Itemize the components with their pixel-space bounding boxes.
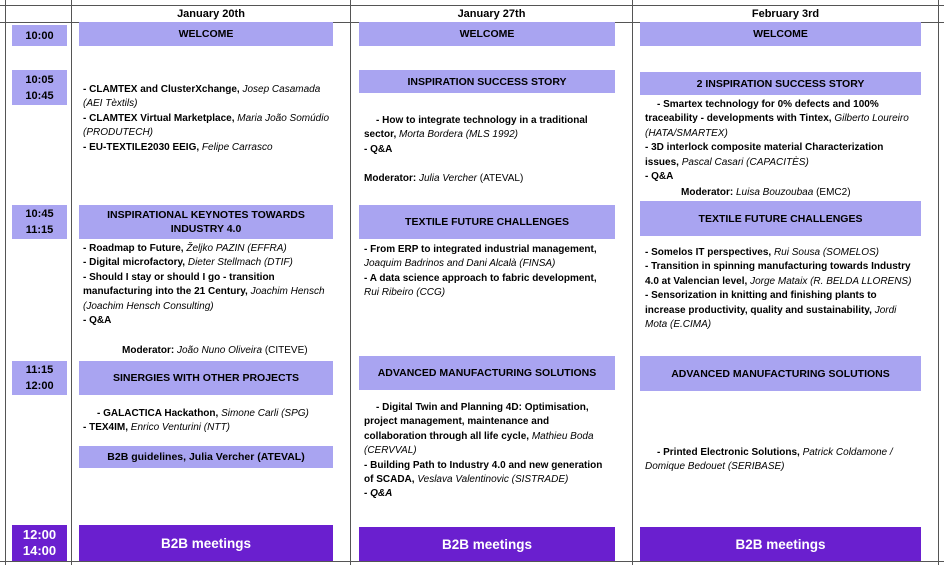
talk-title: - A data science approach to fabric development, — [364, 272, 597, 284]
moderator-org: (CITEVE) — [262, 345, 308, 356]
col1-s4-title — [79, 361, 333, 395]
session-title: TEXTILE FUTURE CHALLENGES — [698, 212, 863, 225]
list-item — [645, 260, 920, 289]
list-item — [645, 170, 920, 184]
speaker: Jordi Mota (E.CIMA) — [645, 304, 897, 331]
list-item — [364, 272, 614, 301]
session-title: WELCOME — [459, 28, 515, 40]
moderator-name: Julia Vercher — [419, 173, 477, 184]
col2-moderator — [364, 172, 614, 186]
list-item — [83, 83, 333, 112]
moderator-name: Luisa Bouzoubaa — [736, 187, 814, 198]
talk-title: - TEX4IM, — [83, 422, 131, 434]
col1-moderator — [122, 344, 350, 358]
session-title: ADVANCED MANUFACTURING SOLUTIONS — [671, 367, 890, 380]
list-item — [364, 401, 614, 459]
time-label: 10:45 — [25, 208, 54, 220]
time-slot-4 — [12, 361, 67, 395]
talk-title: - Q&A — [83, 315, 112, 327]
time-label: 10:45 — [25, 89, 54, 102]
speaker: Veslava Valentinovic (SISTRADE) — [417, 474, 569, 486]
col3-s2-title — [640, 72, 921, 95]
talk-title: - Roadmap to Future, — [83, 243, 187, 254]
speaker: Jorge Mataix (R. BELDA LLORENS) — [750, 275, 912, 287]
list-item — [364, 143, 614, 157]
moderator-label: Moderator: — [364, 173, 419, 184]
col1-welcome — [79, 22, 333, 46]
list-item — [645, 289, 920, 332]
talk-title: - CLAMTEX Virtual Marketplace, — [83, 112, 238, 124]
talk-title: - CLAMTEX and ClusterXchange, — [83, 84, 243, 95]
b2b-label: B2B meetings — [160, 535, 252, 551]
col1-s3-title — [79, 205, 333, 239]
time-label: 12:00 — [22, 527, 57, 542]
speaker: Maria João Somúdio (PRODUTECH) — [83, 112, 330, 139]
speaker: Joaquim Badrinos and Dani Alcalà (FINSA) — [364, 258, 556, 270]
time-slot-2 — [12, 70, 67, 105]
session-title: SINERGIES WITH OTHER PROJECTS — [112, 372, 300, 384]
list-item — [83, 141, 333, 155]
list-item — [83, 421, 333, 435]
talk-title: - From ERP to integrated industrial management, — [364, 244, 597, 255]
col3-s4-list — [645, 446, 920, 475]
list-item — [364, 459, 614, 488]
talk-title: - Q&A — [645, 171, 674, 183]
speaker: Felipe Carrasco — [201, 141, 273, 153]
col3-s3-title — [640, 201, 921, 236]
col3-s4-title — [640, 356, 921, 391]
time-label: 12:00 — [25, 380, 54, 392]
talk-title: - Printed Electronic Solutions, — [657, 447, 803, 458]
column-header-feb3: February 3rd — [751, 8, 820, 20]
moderator-label: Moderator: — [122, 345, 177, 356]
session-title: 2 INSPIRATION SUCCESS STORY — [696, 77, 865, 90]
time-slot-3 — [12, 205, 67, 239]
moderator-label: Moderator: — [681, 187, 736, 198]
speaker: Mathieu Boda (CERVVAL) — [364, 430, 594, 457]
time-label: 10:00 — [25, 29, 54, 42]
speaker: Enrico Venturini (NTT) — [130, 422, 230, 434]
moderator-org: (EMC2) — [813, 187, 851, 198]
speaker: Dieter Stellmach (DTIF) — [187, 257, 293, 269]
talk-title: - Building Path to Industry 4.0 and new generation of SCADA, — [364, 459, 603, 486]
col2-s4-list — [364, 401, 614, 502]
col1-s2-list — [83, 83, 333, 155]
speaker: Rui Ribeiro (CCG) — [364, 287, 446, 299]
time-label: 11:15 — [25, 224, 54, 236]
session-title: INSPIRATIONAL KEYNOTES TOWARDS INDUSTRY 4.0 — [107, 209, 305, 235]
col1-b2b-meetings — [79, 525, 333, 561]
talk-title: - GALACTICA Hackathon, — [97, 408, 222, 419]
session-title: WELCOME — [178, 28, 234, 40]
talk-title: - How to integrate technology in a traditional sector, — [364, 115, 588, 141]
col1-s4-list — [83, 407, 333, 436]
b2b-label: B2B meetings — [735, 536, 826, 552]
list-item — [83, 314, 333, 328]
speaker: Gilberto Loureiro (HATA/SMARTEX) — [645, 113, 909, 139]
session-title: ADVANCED MANUFACTURING SOLUTIONS — [377, 367, 597, 379]
speaker: Joachim Hensch (Joachim Hensch Consulting) — [83, 286, 325, 312]
time-slot-5 — [12, 525, 67, 561]
speaker: Rui Sousa (SOMELOS) — [773, 247, 879, 258]
col2-s3-list — [364, 243, 614, 301]
list-item — [83, 112, 333, 141]
talk-title: - Transition in spinning manufacturing towards Industry 4.0 at Valencian level, — [645, 261, 911, 287]
col3-welcome — [640, 22, 921, 46]
col1-s3-list — [83, 242, 333, 328]
col2-b2b-meetings — [359, 527, 615, 561]
speaker: Željko PAZIN (EFFRA) — [186, 243, 287, 254]
list-item — [83, 271, 333, 314]
list-item — [83, 256, 333, 270]
talk-title: - Somelos IT perspectives, — [645, 247, 774, 258]
time-label: 11:15 — [25, 364, 54, 376]
col2-s2-title — [359, 70, 615, 93]
col2-s3-title — [359, 205, 615, 239]
talk-title: - Smartex technology for 0% defects and 100% traceability - developments with Tintex, — [645, 99, 879, 125]
talk-title: - Digital microfactory, — [83, 257, 188, 269]
session-title: WELCOME — [753, 28, 808, 40]
time-slot-1 — [12, 25, 67, 46]
list-item — [364, 114, 614, 143]
speaker: Josep Casamada (AEI Tèxtils) — [83, 84, 321, 110]
list-item — [364, 243, 614, 272]
time-label: 10:05 — [25, 73, 54, 86]
list-item — [645, 141, 920, 170]
col3-b2b-meetings — [640, 527, 921, 561]
talk-title: - Q&A — [364, 488, 393, 500]
speaker: Pascal Casari (CAPACITÈS) — [681, 156, 809, 168]
talk-title: - EU-TEXTILE2030 EEIG, — [83, 141, 202, 153]
talk-title: - Should I stay or should I go - transition manufacturing into the 21 Century, — [83, 271, 275, 298]
col2-s2-list — [364, 114, 614, 157]
talk-title: - Sensorization in knitting and finishing plants to increase productivity, quality and sustainability, — [645, 290, 877, 316]
talk-title: - Digital Twin and Planning 4D: Optimisation, project management, maintenance and collaboration through all life cycle, — [364, 402, 589, 442]
speaker: Morta Bordera (MLS 1992) — [399, 129, 518, 141]
session-title: TEXTILE FUTURE CHALLENGES — [405, 216, 569, 228]
moderator-org: (ATEVAL) — [477, 173, 524, 184]
talk-title: - 3D interlock composite material Characterization issues, — [645, 142, 884, 168]
b2b-label: B2B meetings — [441, 536, 533, 552]
col2-welcome — [359, 22, 615, 46]
list-item — [83, 407, 333, 421]
session-title: B2B guidelines, Julia Vercher (ATEVAL) — [107, 451, 305, 463]
col1-b2b-guidelines — [79, 446, 333, 468]
time-label: 14:00 — [22, 543, 57, 558]
col2-s4-title — [359, 356, 615, 390]
list-item — [645, 98, 920, 141]
column-header-jan27: January 27th — [457, 8, 526, 20]
talk-title: - Q&A — [364, 143, 393, 155]
session-title: INSPIRATION SUCCESS STORY — [407, 75, 567, 88]
list-item — [645, 246, 920, 260]
col3-s2-list — [645, 98, 920, 184]
list-item — [364, 487, 614, 501]
speaker: Patrick Coldamone / Domique Bedouet (SERIBASE) — [645, 447, 893, 473]
col3-moderator — [681, 186, 931, 200]
list-item — [645, 446, 920, 475]
moderator-name: João Nuno Oliveira — [177, 345, 263, 356]
speaker: Simone Carli (SPG) — [221, 408, 309, 419]
list-item — [83, 242, 333, 256]
col3-s3-list — [645, 246, 920, 332]
column-header-jan20: January 20th — [177, 8, 245, 20]
